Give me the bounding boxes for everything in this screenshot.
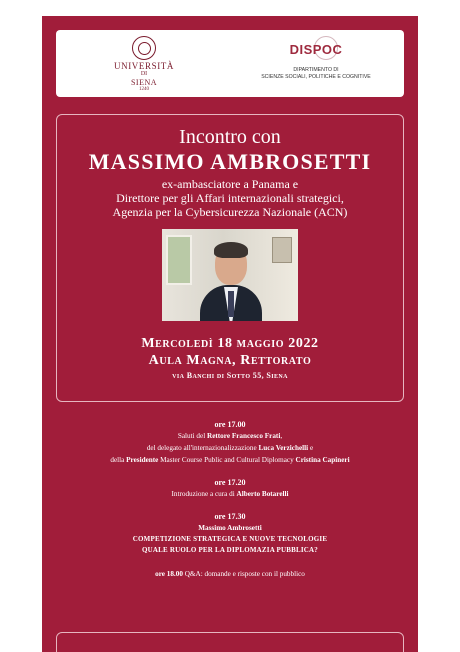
event-venue: Aula Magna, Rettorato — [148, 353, 312, 368]
program-line: Introduzione a cura di Alberto Botarelli — [171, 490, 289, 498]
program-line: della Presidente Master Course Public and Cultural Diplomacy Cristina Capineri — [110, 456, 350, 464]
speaker-name: MASSIMO AMBROSETTI — [88, 149, 372, 174]
program-speaker: Massimo Ambrosetti — [198, 524, 262, 532]
program-line: del delegato all'internazionalizzazione Luca Verzichelli e — [146, 444, 314, 452]
dispoc-acronym: DISPOC — [289, 42, 343, 57]
event-intro: Incontro con — [179, 126, 281, 148]
talk-title-line: COMPETIZIONE STRATEGICA E NUOVE TECNOLOGIE — [132, 535, 328, 543]
speaker-role-line: Direttore per gli Affari internazionali strategici, — [116, 191, 344, 205]
dispoc-line1: DIPARTIMENTO DI — [293, 67, 339, 73]
unisi-line4: 1240 — [139, 87, 149, 92]
program-time: ore 17.20 — [214, 478, 246, 487]
speaker-role-line: ex-ambasciatore a Panama e — [161, 177, 299, 191]
event-date: Mercoledì 18 maggio 2022 — [141, 336, 319, 351]
unisi-line2: DI — [140, 71, 148, 77]
talk-title-line: QUALE RUOLO PER LA DIPLOMAZIA PUBBLICA? — [141, 546, 318, 554]
logo-header — [56, 30, 404, 97]
unisi-line1: UNIVERSITÀ — [114, 61, 174, 71]
program-schedule — [56, 420, 404, 580]
unisi-line3: SIENA — [130, 78, 158, 87]
program-line: ore 18.00 Q&A: domande e risposte con il pubblico — [155, 570, 305, 578]
bottom-card — [56, 632, 404, 652]
dispoc-line2: SCIENZE SOCIALI, POLITICHE E COGNITIVE — [261, 74, 371, 80]
event-address: via Banchi di Sotto 55, Siena — [172, 371, 288, 380]
university-of-siena-logo — [114, 36, 174, 93]
program-time: ore 17.30 — [214, 512, 246, 521]
program-time: ore 17.00 — [214, 420, 246, 429]
speaker-role-line: Agenzia per la Cybersicurezza Nazionale (ACN) — [112, 205, 348, 219]
speaker-photo — [162, 229, 298, 321]
dispoc-logo — [246, 38, 386, 81]
event-info-card — [56, 114, 404, 402]
program-line: Saluti del Rettore Francesco Frati, — [177, 432, 283, 440]
university-seal-icon — [132, 36, 156, 60]
